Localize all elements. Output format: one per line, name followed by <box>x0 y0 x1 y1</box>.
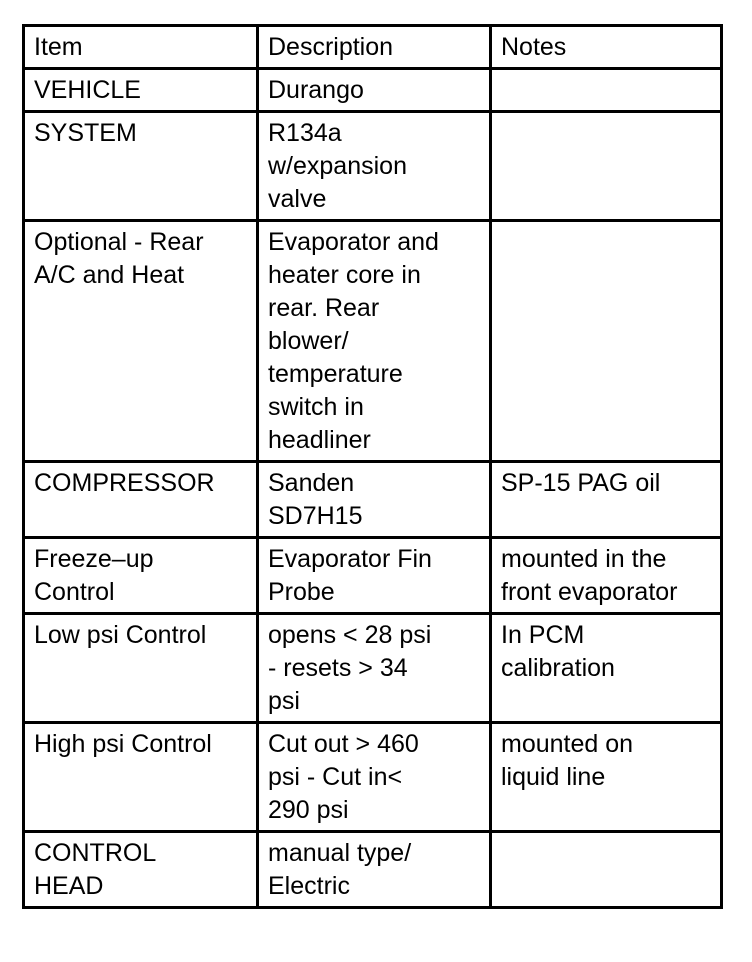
table-row <box>24 221 722 462</box>
cell-item: High psi Control <box>24 723 258 832</box>
cell-notes: In PCM calibration <box>491 614 722 723</box>
cell-description: Cut out > 460 psi - Cut in< 290 psi <box>258 723 491 832</box>
cell-description: opens < 28 psi - resets > 34 psi <box>258 614 491 723</box>
cell-item: Freeze–up Control <box>24 538 258 614</box>
spec-table <box>22 24 723 909</box>
cell-item: VEHICLE <box>24 69 258 112</box>
cell-notes: SP-15 PAG oil <box>491 462 722 538</box>
table-row <box>24 723 722 832</box>
cell-description: Evaporator Fin Probe <box>258 538 491 614</box>
cell-description: Sanden SD7H15 <box>258 462 491 538</box>
cell-item: COMPRESSOR <box>24 462 258 538</box>
cell-notes <box>491 69 722 112</box>
cell-item: Low psi Control <box>24 614 258 723</box>
cell-description: R134a w/expansion valve <box>258 112 491 221</box>
table-row <box>24 112 722 221</box>
cell-description: Evaporator and heater core in rear. Rear blower/ temperature switch in headliner <box>258 221 491 462</box>
header-description: Description <box>258 26 491 69</box>
cell-notes: mounted on liquid line <box>491 723 722 832</box>
table-row <box>24 538 722 614</box>
cell-notes <box>491 832 722 908</box>
table-row <box>24 832 722 908</box>
table-row <box>24 69 722 112</box>
cell-item: Optional - Rear A/C and Heat <box>24 221 258 462</box>
cell-item: SYSTEM <box>24 112 258 221</box>
table-header-row <box>24 26 722 69</box>
table-row <box>24 614 722 723</box>
cell-description: Durango <box>258 69 491 112</box>
table-row <box>24 462 722 538</box>
header-notes: Notes <box>491 26 722 69</box>
header-item: Item <box>24 26 258 69</box>
cell-notes <box>491 221 722 462</box>
cell-item: CONTROL HEAD <box>24 832 258 908</box>
cell-description: manual type/ Electric <box>258 832 491 908</box>
cell-notes: mounted in the front evaporator <box>491 538 722 614</box>
cell-notes <box>491 112 722 221</box>
